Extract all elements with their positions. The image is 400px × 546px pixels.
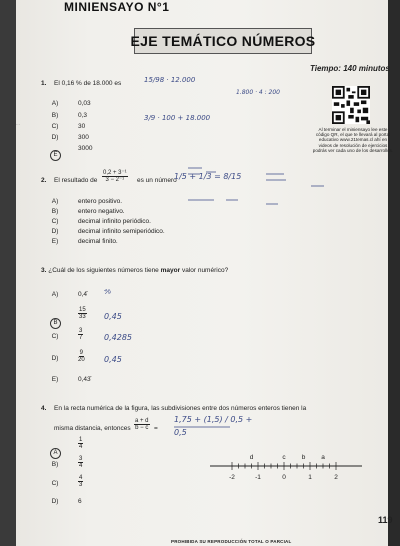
q4-option-fraction bbox=[78, 437, 83, 450]
time-limit: Tiempo: 140 minutos bbox=[310, 64, 390, 73]
fraction-numerator: 0,2 + 3⁻¹ bbox=[103, 170, 127, 176]
q2-option-letter[interactable]: D) bbox=[51, 228, 59, 235]
question-2-fraction bbox=[102, 170, 128, 183]
question-3-text-pre: ¿Cuál de los siguientes números tiene bbox=[48, 267, 159, 274]
q2-option-letter[interactable]: A) bbox=[51, 198, 59, 205]
handwritten-scribble bbox=[166, 160, 356, 220]
q2-option-letter[interactable]: C) bbox=[51, 218, 59, 225]
point-label: c bbox=[282, 454, 286, 461]
handwritten-note: 0,4285 bbox=[104, 333, 132, 342]
margin-note: ∙∙∙ bbox=[16, 122, 20, 127]
q2-option-value: decimal finito. bbox=[78, 238, 118, 245]
fraction-denominator: 7 bbox=[79, 335, 83, 341]
q2-option-letter[interactable]: E) bbox=[51, 238, 59, 245]
q3-option-letter[interactable]: E) bbox=[51, 376, 59, 383]
question-4-text: En la recta numérica de la figura, las subdivisiones entre dos números enteros tienen la bbox=[54, 405, 307, 412]
fraction-numerator: 3 bbox=[79, 328, 83, 334]
q3-option-letter[interactable]: C) bbox=[51, 333, 59, 340]
q1-option-value: 300 bbox=[78, 134, 89, 141]
binding-margin bbox=[0, 0, 16, 546]
fraction-denominator: 3 bbox=[79, 482, 83, 488]
question-3-text-post: valor numérico? bbox=[181, 267, 229, 274]
question-3-text-bold: mayor bbox=[160, 267, 181, 274]
q2-option-value: decimal infinito periódico. bbox=[78, 218, 151, 225]
tick-label: 1 bbox=[308, 474, 312, 481]
page-title-text: EJE TEMÁTICO NÚMEROS bbox=[130, 33, 316, 49]
q3-option-letter[interactable]: D) bbox=[51, 355, 59, 362]
q1-option-value: 30 bbox=[78, 123, 86, 130]
fraction-denominator: b − c bbox=[135, 425, 149, 431]
qr-code-icon bbox=[332, 86, 370, 124]
q1-option-selected[interactable] bbox=[50, 143, 61, 161]
point-label: b bbox=[301, 454, 306, 461]
fraction-numerator: 4 bbox=[79, 475, 83, 481]
handwritten-note: 0,45 bbox=[104, 355, 122, 364]
q3-option-letter-circled: B bbox=[50, 318, 61, 329]
question-3-text bbox=[41, 267, 228, 274]
fraction-denominator: 4 bbox=[79, 463, 83, 469]
q4-option-letter[interactable]: C) bbox=[51, 480, 59, 487]
tick-label: -1 bbox=[255, 474, 261, 481]
point-label: d bbox=[249, 454, 254, 461]
q3-option-fraction bbox=[78, 328, 83, 341]
q3-option-fraction bbox=[78, 350, 85, 363]
fraction-numerator: 15 bbox=[79, 307, 86, 313]
equals-sign: = bbox=[154, 425, 158, 432]
question-4-text2: misma distancia, entonces bbox=[54, 425, 131, 432]
q4-option-letter[interactable]: D) bbox=[51, 498, 59, 505]
q3-option-value: 0,43̄ bbox=[78, 376, 91, 383]
q4-option-selected[interactable] bbox=[50, 441, 61, 459]
q4-option-letter-circled: A bbox=[50, 448, 61, 459]
handwritten-note: 1/5 + 1/3 = 8/15 bbox=[174, 172, 242, 181]
q1-option-letter-circled: E bbox=[50, 150, 61, 161]
handwritten-note: 3/9 · 100 + 18.000 bbox=[144, 114, 211, 122]
q2-option-value: decimal infinito semiperiódico. bbox=[78, 228, 165, 235]
q2-option-value: entero positivo. bbox=[78, 198, 123, 205]
q1-option-value: 0,3 bbox=[78, 112, 88, 119]
q3-option-fraction bbox=[78, 307, 87, 320]
question-3-number: 3. bbox=[41, 267, 47, 274]
q3-option-value: 0,4̄ bbox=[78, 291, 88, 298]
question-4-number: 4. bbox=[41, 405, 47, 412]
question-2-text-pre: El resultado de bbox=[54, 177, 98, 184]
q3-option-selected[interactable] bbox=[50, 311, 61, 329]
fraction-denominator: 33 bbox=[79, 314, 86, 320]
fraction-denominator: 4 bbox=[79, 444, 83, 450]
exam-tag: MINIENSAYO N°1 bbox=[64, 0, 170, 14]
handwritten-mark: ⁴⁄₉ bbox=[104, 288, 111, 296]
fraction-numerator: a + d bbox=[135, 418, 149, 424]
handwritten-note: 1,75 + (1,5) / 0,5 + 0,5 bbox=[174, 415, 253, 437]
question-2-number: 2. bbox=[41, 177, 47, 184]
fraction-denominator: 20 bbox=[78, 357, 85, 363]
q2-option-letter[interactable]: B) bbox=[51, 208, 59, 215]
page-title bbox=[130, 28, 316, 54]
fraction-denominator: 3 − 2⁻¹ bbox=[105, 177, 125, 183]
fraction-numerator: 9 bbox=[79, 350, 84, 356]
handwritten-note: 1.800 · 4 : 200 bbox=[236, 89, 281, 96]
qr-instructions: Al terminar el miniensayo lee este código QR, el que te llevará al portal educativo www.21temas.cl ahí en videos de resolución de ejercicios podrás ver cada uno de los desarrollos. bbox=[312, 127, 394, 153]
question-1-text: El 0,16 % de 18.000 es bbox=[54, 80, 122, 87]
q1-option-letter[interactable]: B) bbox=[51, 112, 59, 119]
handwritten-fraction-bar bbox=[174, 425, 234, 429]
q4-option-fraction bbox=[78, 456, 83, 469]
fraction-numerator: 3 bbox=[79, 456, 83, 462]
question-2-text-post: es un número bbox=[137, 177, 177, 184]
q1-option-letter[interactable]: A) bbox=[51, 100, 59, 107]
q1-option-letter[interactable]: C) bbox=[51, 123, 59, 130]
q1-option-value: 0,03 bbox=[78, 100, 91, 107]
page-number: 119 bbox=[378, 515, 393, 525]
tick-label: -2 bbox=[229, 474, 235, 481]
number-line bbox=[206, 450, 366, 486]
q4-option-fraction bbox=[78, 475, 83, 488]
q3-option-letter[interactable]: A) bbox=[51, 291, 59, 298]
handwritten-note: 15/98 · 12.000 bbox=[144, 76, 196, 84]
footer-notice: PROHIBIDA SU REPRODUCCIÓN TOTAL O PARCIAL bbox=[171, 539, 292, 544]
q4-option-value: 6 bbox=[78, 498, 82, 505]
point-label: a bbox=[321, 454, 325, 461]
worksheet-page bbox=[16, 0, 394, 546]
tick-label: 0 bbox=[282, 474, 286, 481]
q2-option-value: entero negativo. bbox=[78, 208, 125, 215]
q4-option-letter[interactable]: B) bbox=[51, 461, 59, 468]
q1-option-letter[interactable]: D) bbox=[51, 134, 59, 141]
question-4-fraction bbox=[134, 418, 150, 431]
handwritten-note: 0,45 bbox=[104, 312, 122, 321]
q1-option-value: 3000 bbox=[78, 145, 93, 152]
fraction-numerator: 1 bbox=[79, 437, 83, 443]
question-1-number: 1. bbox=[41, 80, 47, 87]
tick-label: 2 bbox=[334, 474, 338, 481]
